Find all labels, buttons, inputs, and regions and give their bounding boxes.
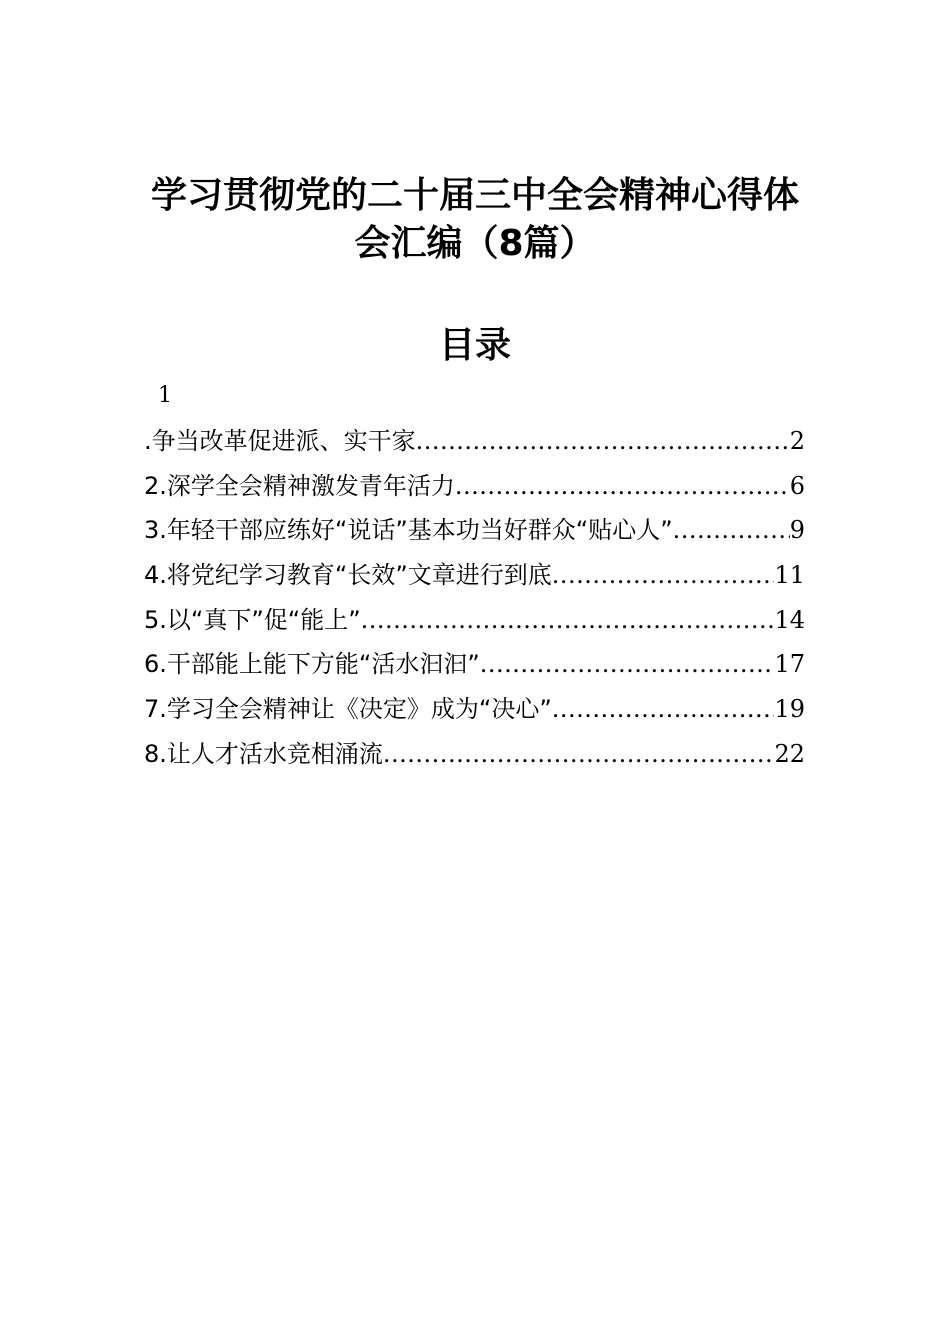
toc-heading: 目录	[438, 325, 511, 366]
toc-dot-leader	[673, 508, 790, 553]
toc-entry-title: 5.以“真下”促“能上”	[144, 605, 361, 634]
toc-dot-leader	[361, 598, 775, 643]
document-title	[0, 172, 950, 268]
toc-entry-page: 11	[774, 561, 805, 590]
toc-entry-title: 7.学习全会精神让《决定》成为“决心”	[144, 695, 552, 724]
toc-entry-2[interactable]	[144, 464, 805, 509]
toc-entry-page: 19	[774, 695, 805, 724]
document-title-line-2: 会汇编（8篇）	[354, 223, 596, 264]
table-of-contents	[144, 419, 805, 777]
toc-entry-title: 8.让人才活水竞相涌流	[144, 739, 383, 768]
toc-entry-6[interactable]	[144, 642, 805, 687]
toc-dot-leader	[552, 553, 775, 598]
toc-entry-1[interactable]	[144, 419, 805, 464]
toc-entry-7[interactable]	[144, 687, 805, 732]
toc-entry-page: 2	[789, 427, 805, 455]
toc-entry-page: 17	[774, 650, 805, 679]
toc-entry-title: 3.年轻干部应练好“说话”基本功当好群众“贴心人”	[144, 516, 673, 545]
toc-entry-page: 9	[789, 516, 805, 545]
document-title-line-1: 学习贯彻党的二十届三中全会精神心得体	[150, 175, 799, 216]
toc-dot-leader	[383, 732, 775, 777]
toc-entry-page: 22	[774, 739, 805, 768]
toc-entry-page: 14	[774, 605, 805, 634]
toc-entry-page: 6	[789, 471, 805, 500]
toc-dot-leader	[552, 687, 775, 732]
toc-dot-leader	[416, 419, 790, 464]
toc-entry-title: .争当改革促进派、实干家	[144, 427, 416, 455]
toc-stray-number: 1	[158, 383, 172, 408]
toc-dot-leader	[455, 464, 790, 509]
toc-entry-8[interactable]	[144, 732, 805, 777]
toc-dot-leader	[480, 642, 775, 687]
toc-entry-title: 2.深学全会精神激发青年活力	[144, 471, 455, 500]
toc-entry-title: 4.将党纪学习教育“长效”文章进行到底	[144, 561, 552, 590]
toc-entry-5[interactable]	[144, 598, 805, 643]
toc-entry-title: 6.干部能上能下方能“活水汩汩”	[144, 650, 480, 679]
toc-entry-3[interactable]	[144, 508, 805, 553]
toc-entry-4[interactable]	[144, 553, 805, 598]
